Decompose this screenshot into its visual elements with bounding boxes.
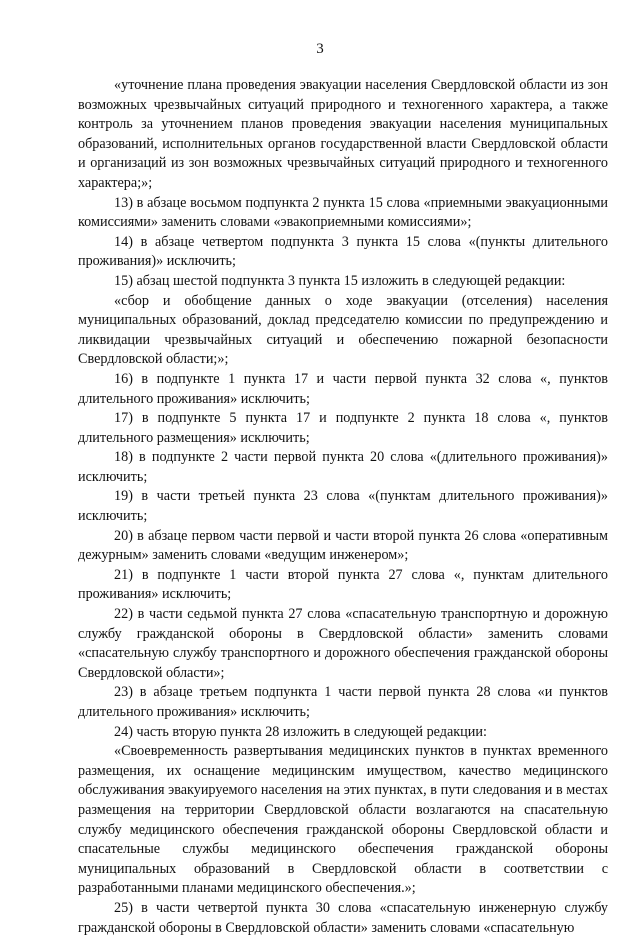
paragraph-item-16: 16) в подпункте 1 пункта 17 и части первой пункта 32 слова «, пунктов длительного проживания» исключить;	[78, 370, 608, 407]
paragraph-item-17: 17) в подпункте 5 пункта 17 и подпункте 2 пункта 18 слова «, пунктов длительного размещения» исключить;	[78, 410, 608, 446]
document-body	[78, 76, 608, 938]
paragraph-item-23: 23) в абзаце третьем подпункта 1 части первой пункта 28 слова «и пунктов длительного проживания» исключить;	[78, 684, 608, 720]
paragraph-item-20: 20) в абзаце первом части первой и части второй пункта 26 слова «оперативным дежурным» заменить словами «ведущим инженером»;	[78, 527, 608, 564]
paragraph-quote-data-collection: «сбор и обобщение данных о ходе эвакуации (отселения) населения муниципальных образований, доклад председателю комиссии по предупреждению и ликвидации чрезвычайных ситуаций и обеспечению пожарной безопасности Свердловской области;»;	[78, 292, 608, 368]
paragraph-item-14: 14) в абзаце четвертом подпункта 3 пункта 15 слова «(пункты длительного проживания)» исключить;	[78, 233, 608, 270]
paragraph-item-18: 18) в подпункте 2 части первой пункта 20 слова «(длительного проживания)» исключить;	[78, 449, 608, 485]
paragraph-item-24: 24) часть вторую пункта 28 изложить в следующей редакции:	[114, 723, 487, 740]
paragraph-item-15: 15) абзац шестой подпункта 3 пункта 15 изложить в следующей редакции:	[114, 272, 566, 289]
page-number: 3	[316, 41, 324, 57]
paragraph-item-25: 25) в части четвертой пункта 30 слова «спасательную инженерную службу гражданской обороны в Свердловской области» заменить словами «спасательную	[78, 899, 608, 936]
paragraph-quote-medical-points: «Своевременность развертывания медицинских пунктов в пунктах временного размещения, их оснащение медицинским имуществом, качество медицинского обслуживания эвакуируемого населения на этих пунктах, в пути следования и в местах размещения на территории Свердловской области возлагаются на спасательную службу медицинского обеспечения гражданской обороны Свердловской области и спасательные службы медицинского обеспечения гражданской обороны муниципальных образований в Свердловской области в соответствии с разработанными планами медицинского обеспечения.»;	[78, 743, 608, 897]
paragraph-quote-evacuation-plan: «уточнение плана проведения эвакуации населения Свердловской области из зон возможных чрезвычайных ситуаций природного и техногенного характера, а также контроль за уточнением планов проведения эвакуации населения муниципальных образований, исполнительных органов государственной власти Свердловской области и организаций из зон возможных чрезвычайных ситуаций природного и техногенного характера;»;	[78, 77, 608, 191]
paragraph-item-21: 21) в подпункте 1 части второй пункта 27 слова «, пунктам длительного проживания» исключить;	[78, 566, 608, 603]
paragraph-item-22: 22) в части седьмой пункта 27 слова «спасательную транспортную и дорожную службу гражданской обороны в Свердловской области» заменить словами «спасательную службу транспортного и дорожного обеспечения гражданской обороны Свердловской области»;	[78, 606, 608, 681]
paragraph-item-13: 13) в абзаце восьмом подпункта 2 пункта 15 слова «приемными эвакуационными комиссиями» заменить словами «эвакоприемными комиссиями»;	[78, 194, 608, 231]
paragraph-item-19: 19) в части третьей пункта 23 слова «(пунктам длительного проживания)» исключить;	[78, 488, 608, 525]
